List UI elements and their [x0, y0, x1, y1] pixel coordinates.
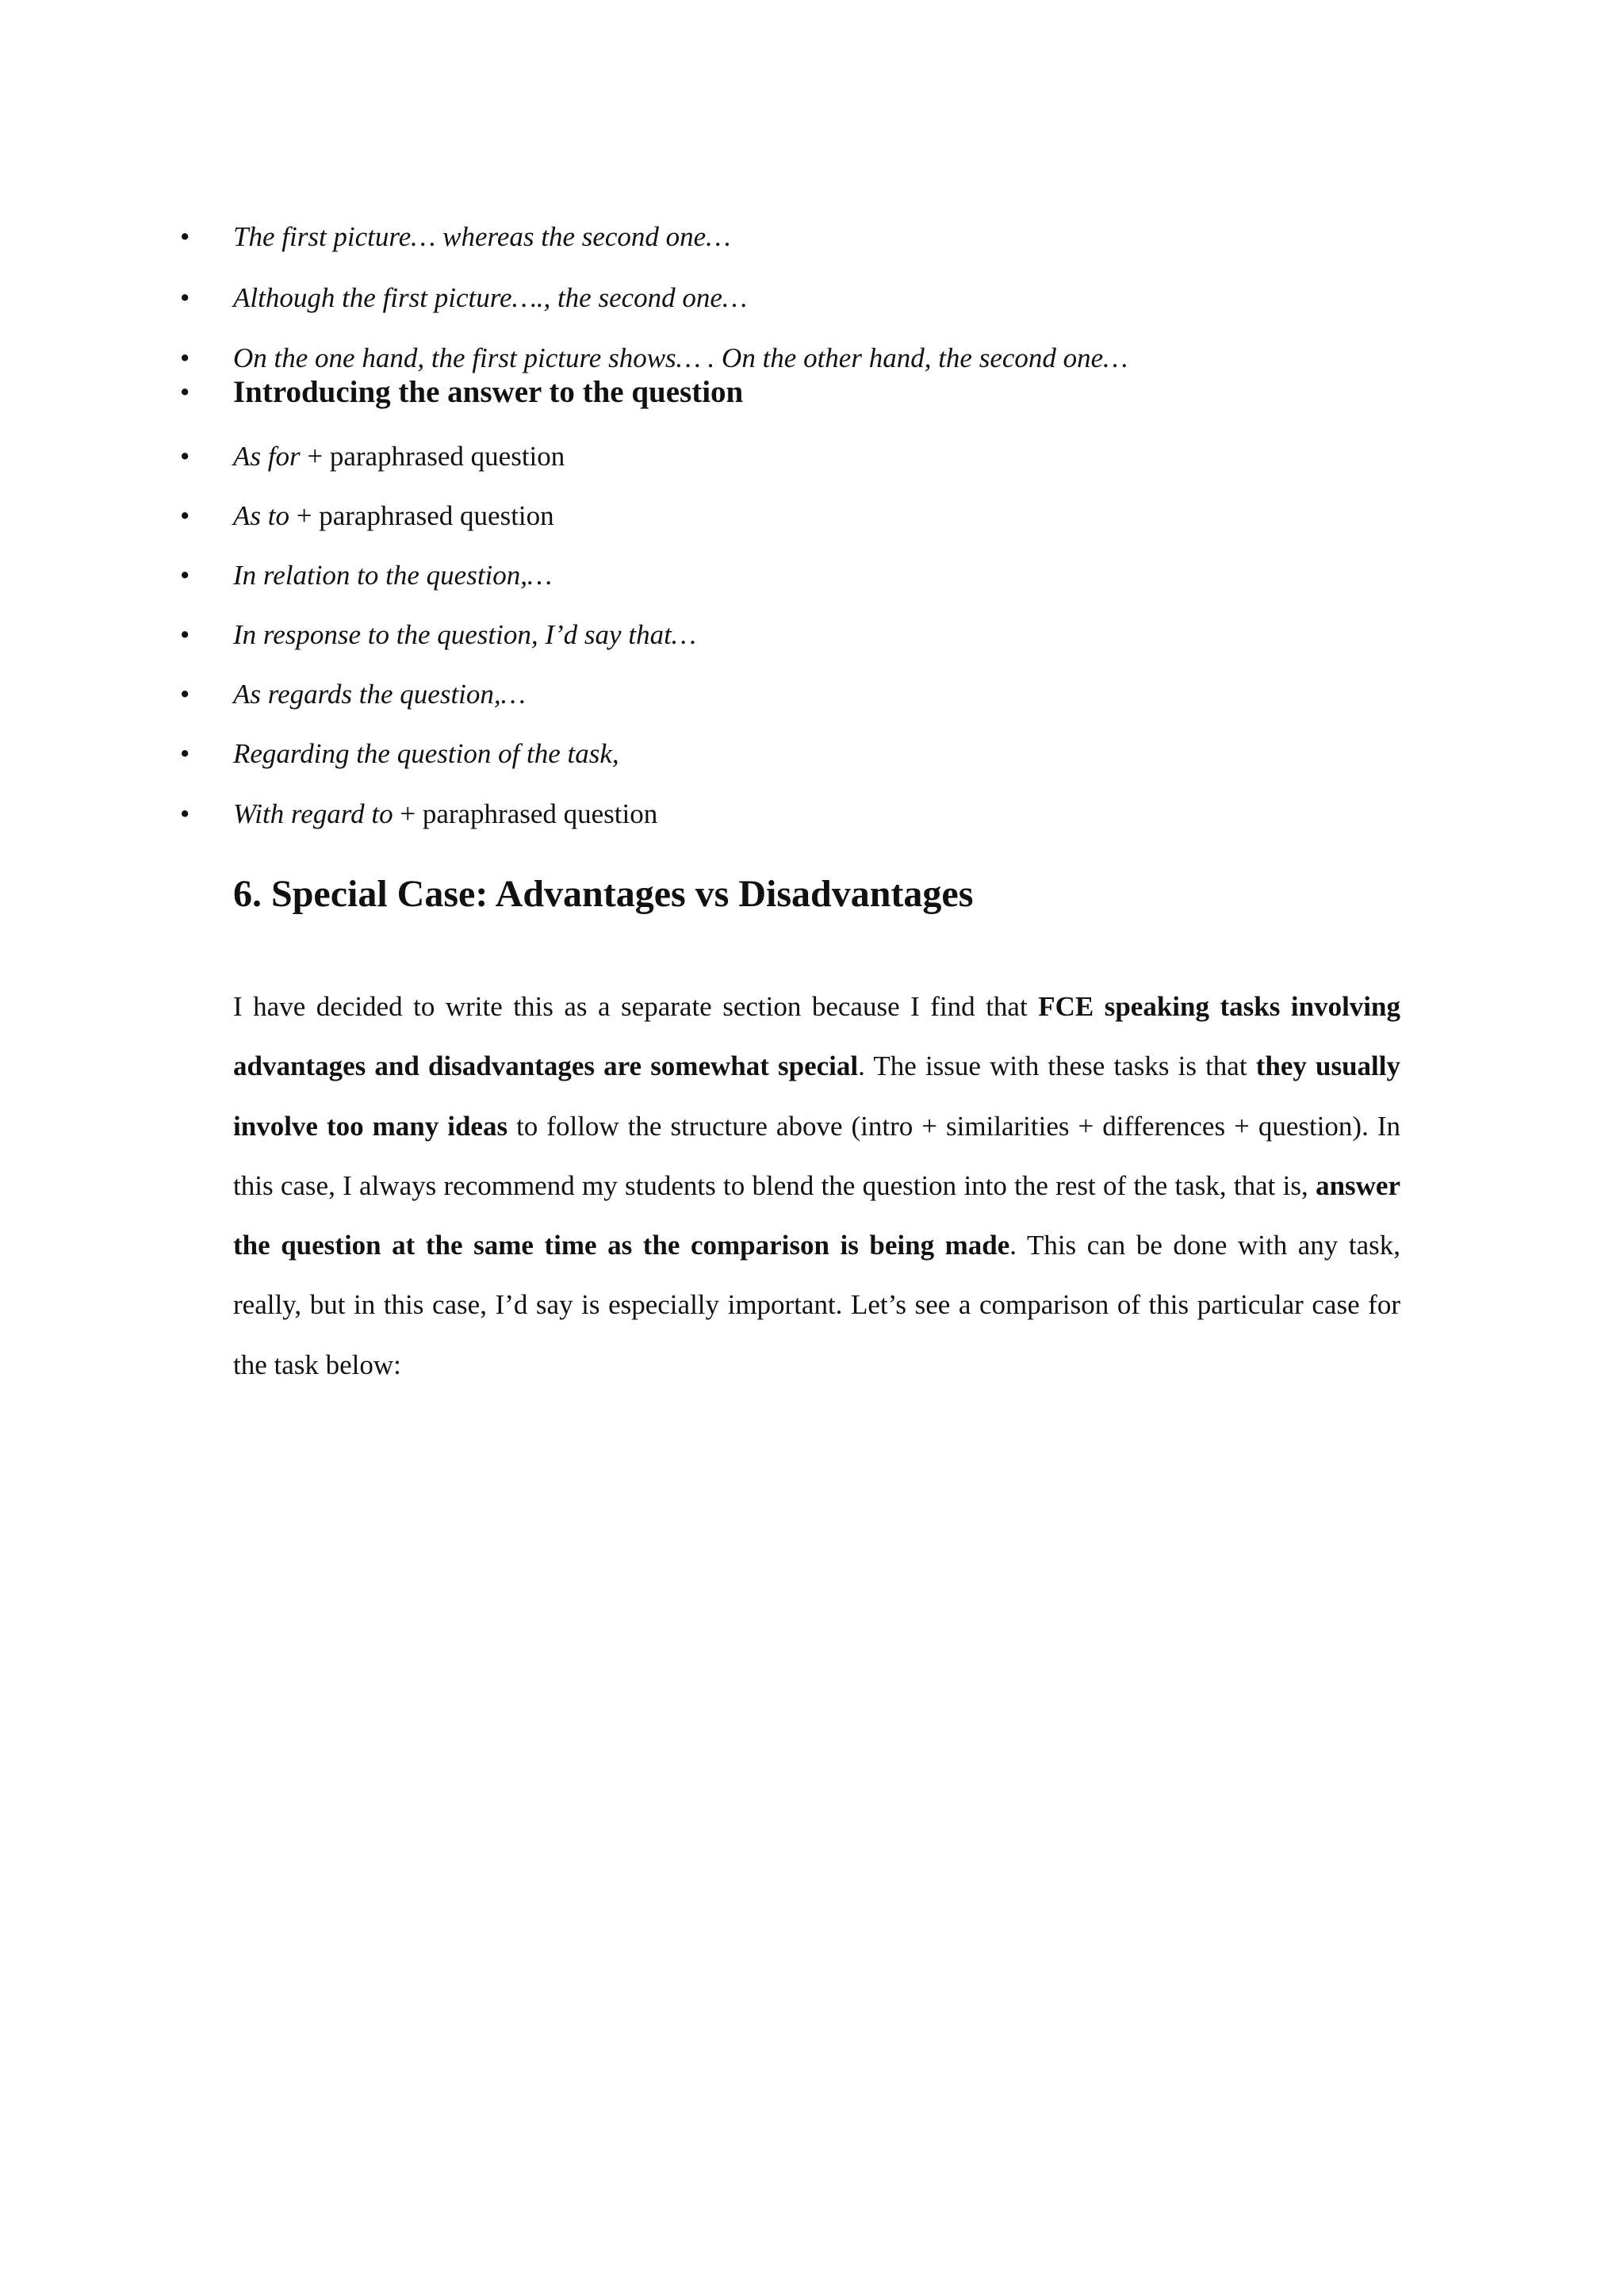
list-item	[0, 794, 1624, 834]
list-item-text: On the one hand, the first picture shows… . On the other hand, the second one…	[233, 342, 1128, 373]
bullet-icon: •	[180, 798, 190, 829]
bullet-icon: •	[180, 560, 190, 591]
list-item	[0, 496, 1624, 536]
list-item-phrase: With regard to	[233, 798, 393, 829]
subheading: Introducing the answer to the question	[233, 375, 744, 409]
list-item	[0, 734, 1624, 774]
bullet-icon: •	[180, 441, 190, 472]
bullet-icon: •	[180, 282, 190, 313]
list-item-heading	[0, 373, 1624, 412]
paragraph-emphasis: FCE speaking tasks involving advantages and disadvantages are somewhat special	[233, 991, 1400, 1082]
list-item-text: Although the first picture…., the second one…	[233, 282, 748, 313]
bullet-icon: •	[180, 679, 190, 710]
list-item-suffix: + paraphrased question	[393, 798, 658, 829]
paragraph-text: . This can be done with any task, really, but in this case, I’d say is especially important. Let’s see a comparison of this particular case for the task below:	[233, 1230, 1400, 1380]
list-item-text	[233, 496, 554, 536]
list-item-text: Regarding the question of the task,	[233, 738, 619, 769]
list-item	[0, 556, 1624, 595]
list-item-suffix: + paraphrased question	[300, 441, 565, 472]
paragraph-text: . The issue with these tasks is that	[858, 1050, 1256, 1082]
paragraph-text: to follow the structure above (intro + similarities + differences + question). In this case, I always recommend my students to blend the question into the rest of the task, that is,	[233, 1110, 1400, 1201]
list-item-text: In relation to the question,…	[233, 560, 553, 591]
bullet-icon: •	[180, 500, 190, 531]
paragraph-emphasis: answer the question at the same time as the comparison is being made	[233, 1169, 1400, 1261]
list-item-text: As regards the question,…	[233, 679, 526, 710]
bullet-icon: •	[180, 619, 190, 650]
list-item-text	[233, 437, 565, 476]
list-item	[0, 278, 1624, 318]
bullet-icon: •	[180, 377, 190, 408]
section-title: 6. Special Case: Advantages vs Disadvantages	[233, 873, 974, 915]
paragraph-text: I have decided to write this as a separate section because I find that	[233, 991, 1039, 1022]
bullet-icon: •	[180, 342, 190, 373]
list-item	[0, 217, 1624, 257]
list-item-phrase: As for	[233, 441, 301, 472]
body-paragraph	[233, 977, 1400, 1395]
list-item-text: In response to the question, I’d say that…	[233, 619, 696, 650]
list-item	[0, 615, 1624, 655]
list-item-text: The first picture… whereas the second one…	[233, 221, 731, 252]
list-item	[0, 675, 1624, 714]
list-item-text	[233, 794, 657, 834]
paragraph-emphasis: they usually involve too many ideas	[233, 1050, 1400, 1142]
list-item-phrase: As to	[233, 500, 289, 531]
list-item	[0, 437, 1624, 476]
bullet-icon: •	[180, 738, 190, 769]
bullet-icon: •	[180, 221, 190, 252]
list-item-suffix: + paraphrased question	[289, 500, 554, 531]
